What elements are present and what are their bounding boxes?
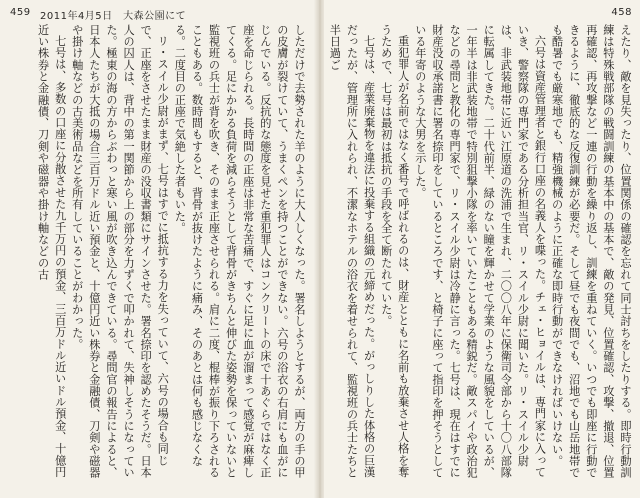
left-page-number: 459 xyxy=(10,7,31,18)
right-page-number: 458 xyxy=(611,7,632,18)
left-body-text xyxy=(8,24,308,486)
paragraph: リ・スイル少尉がまず、七号はすでに抵抗する力を失っていて、六号の場合も同じで、正座をさせたまま財産の没収書類にサインさせた。署名捺印を認めたそうだ。日本人の囚人は、背中の第一関節から上の部分を力ずくで叩かれて、失神しそうになっていた。極東の海の方からぶわっと寒い風が吹き込んできている。尋問官の報告によると、日本人たちが大抵の場合三百万ドル近い預金と、十億円近い株券と金融債、刀剣や磁器や掛け軸などの古美術品などを所有していることがわかった。 xyxy=(70,24,170,479)
paragraph: 七号は、産業廃棄物を違法に投棄する組織の元締めだった。がっしりした体格の巨漢だったが、管理所に入れられ、不潔なホテルの浴衣を着せられて、監視班の兵士たちと半日過ご xyxy=(328,24,376,479)
paragraph: 七号は、多数の口座に分散させた九千万円の預金、三百万ドル近いドル預金、十億円近い株券と金融債、刀剣や磁器や掛け軸などの古 xyxy=(36,24,67,478)
right-page xyxy=(324,0,640,498)
left-running-head: 2011年4月5日 大森公園にて xyxy=(40,11,187,22)
left-page xyxy=(0,0,316,498)
paragraph: えたり、敵を見失ったり、位置関係の確認を忘れて同士討ちをしたりする。即時行動訓練は特殊戦部隊の戦闘訓練の基本中の基本で、敵の発見、位置確認、攻撃、撤退、位置再確認、再攻撃など一連の行動を繰り返し、訓練を重ねていく。いつでも即座に行動できるように、徹底的な反復訓練が必要だ。そして昼でも夜間でも、沼地でも山岳地帯でも酷暑でも厳寒地でも、精強機械のように正確な即時行動ができなければいけない。 xyxy=(550,24,632,479)
paragraph: 六号は資産管理者と銀行口座の名義人を喋った。チェ・ヒョイルは、専門家に入っていき、警察隊の専門家である分析担当官、リ・スイル少尉に聞いた。リ・スイル少尉は、非武装地帯に近い江原道の洗浦で生まれ、二〇〇八年に保衛司令部から十〇八部隊に転属してきた。二十代前半、緑のない瞳を輝かせて学業のような風貌をしているが、一年半は非武装地帯で特別狙撃小隊を率いていたこともある精鋭だ。敵スパイや政治犯などの尋問と教化の専門家で、リ・スイル少尉は冷静に言った。七号は、現在はすでに財産没収承諾書に署名捺印をしているところです、と椅子に座って指印を押そうとしている年寄のような大男を示した。 xyxy=(413,24,547,479)
right-body-text xyxy=(330,24,634,486)
paragraph: 重犯罪人が名前ではなく番号で呼ばれるのは、財産とともに名前も放棄させ人格を奪うためで、七号は最初は抵抗の手段を全て断たれていた。 xyxy=(379,24,410,478)
paragraph: しただけで去勢された羊のように大人しくなった。署名しようとするが、両方の手の甲の皮膚が裂けていて、うまくペンを持つことができない。六号の浴衣の右肩にも血がにじんでいる。反抗的な態度を見せた重犯罪人はコンクリートの床で十あぐらではなく正座を命じられる。長時間の正座は非常な苦痛で、すぐに足に血が溜まって感覚が麻痺してくる。足にかかる負荷を減らそうとして背骨がきちんと伸びた姿勢を保っていないと監視班の兵士が背を吹き、そのまま正座させられる。肩に二度、棍棒が振り下ろされることもある。数時間もすると、背骨が抜けたように痛み、そのあとは何も感じなくなる。二度目の正座で気絶した者もいた。 xyxy=(173,24,306,479)
